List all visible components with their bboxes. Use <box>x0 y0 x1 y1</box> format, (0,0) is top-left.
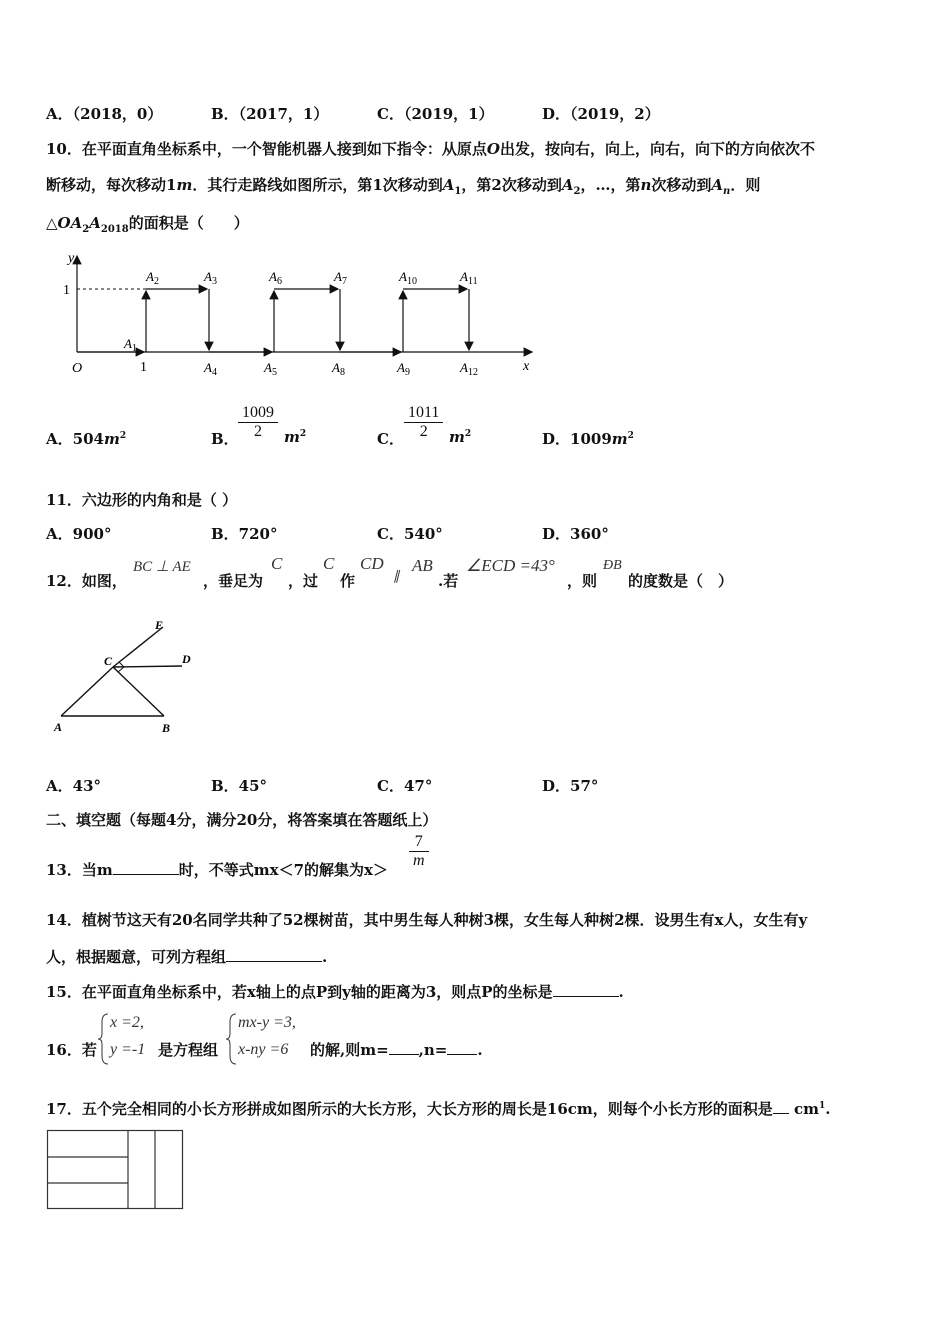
q13-fraction: $\frac{7}{m}$ <box>409 833 429 870</box>
point-label-a5: $A_5$ <box>264 360 277 378</box>
q16-stem-c: 的解,则m= ,n= . <box>310 1041 483 1059</box>
q16-stem-a: 16．若 <box>46 1041 97 1059</box>
q11-option-b: B．720° <box>211 525 278 543</box>
q9-option-d: D．（2019，2） <box>542 105 660 123</box>
q10-option-c-unit: $m^2$ <box>449 428 472 446</box>
point-label-a9: $A_9$ <box>397 360 410 378</box>
q14-line1: 14．植树节这天有20名同学共种了52棵树苗，其中男生每人种树3棵，女生每人种树2棵．设男生有x人，女生有y <box>46 911 808 929</box>
point-label-a3: $A_3$ <box>204 269 217 287</box>
point-label-a11: $A_{11}$ <box>460 269 478 287</box>
q10-option-b-fraction: $\frac{1009}{2}$ <box>238 404 278 441</box>
q12-stem-c: ，过 <box>288 572 319 590</box>
q17-stem: 17．五个完全相同的小长方形拼成如图所示的大长方形，大长方形的周长是16cm，则每个小长方形的面积是 $cm^1$. <box>46 1100 831 1118</box>
q13-stem: 13．当m 时，不等式mx＜7的解集为x＞ <box>46 861 388 879</box>
q10-option-b-unit: $m^2$ <box>284 428 307 446</box>
q12-math-ab: AB <box>412 556 433 575</box>
segment-ac <box>61 667 113 716</box>
q13-blank[interactable] <box>113 860 179 875</box>
point-label-a4: $A_4$ <box>204 360 217 378</box>
q12-stem-b: ，垂足为 <box>203 572 264 590</box>
point-label-a12: $A_{12}$ <box>460 360 478 378</box>
q12-math-angle-b: ÐB <box>603 558 622 573</box>
q9-option-b: B．（2017，1） <box>211 105 329 123</box>
q10-option-d: D．$1009m^2$ <box>542 430 634 448</box>
label-b: B <box>162 721 171 735</box>
q9-option-c: C．（2019，1） <box>377 105 494 123</box>
q15-blank[interactable] <box>553 982 619 997</box>
q12-option-d: D．57° <box>542 777 599 795</box>
q10-option-b-label: B． <box>211 430 239 448</box>
label-d: D <box>182 652 191 666</box>
brace-left-2 <box>226 1012 238 1066</box>
q11-option-c: C．540° <box>377 525 443 543</box>
q16-sys1-eq2: y =-1 <box>110 1041 146 1058</box>
q12-stem-d: 作 <box>340 572 356 590</box>
q10-option-a: A．$504m^2$ <box>46 430 127 448</box>
q11-option-d: D．360° <box>542 525 609 543</box>
q12-option-a: A．43° <box>46 777 102 795</box>
label-e: E <box>155 618 164 632</box>
q12-math-cd: CD <box>360 554 384 573</box>
q16-sys2-eq2: x-ny =6 <box>238 1041 289 1058</box>
q10-stem-line3: $\triangle OA_2A_{2018}$的面积是（ ） <box>46 214 249 235</box>
label-a: A <box>54 720 63 734</box>
q9-option-a: A．（2018，0） <box>46 105 163 123</box>
q12-stem-g: 的度数是（ ） <box>628 572 734 590</box>
point-label-a2: $A_2$ <box>146 269 159 287</box>
robot-path-figure <box>60 248 550 380</box>
label-y: y <box>68 251 75 266</box>
point-label-a6: $A_6$ <box>269 269 282 287</box>
q10-option-c-fraction: $\frac{1011}{2}$ <box>404 404 443 441</box>
q12-math-bc-perp-ae: BC ⊥ AE <box>133 559 191 575</box>
q16-stem-b: 是方程组 <box>158 1041 219 1059</box>
rectangles-figure <box>46 1129 186 1213</box>
point-label-a7: $A_7$ <box>334 269 347 287</box>
q11-stem: 11．六边形的内角和是（ ） <box>46 491 238 509</box>
q16-sys1-eq1: x =2, <box>110 1014 144 1031</box>
q16-sys2-eq1: mx-y =3, <box>238 1014 296 1031</box>
point-label-a10: $A_{10}$ <box>399 269 417 287</box>
q16-blank-m[interactable] <box>389 1040 419 1055</box>
triangle-figure <box>50 605 220 740</box>
q12-math-c1: C <box>271 554 283 573</box>
big-rectangle <box>48 1131 183 1209</box>
point-label-a1: $A_1$ <box>124 336 137 354</box>
brace-left-1 <box>98 1012 110 1066</box>
label-c: C <box>104 654 113 668</box>
q17-blank[interactable] <box>773 1099 789 1114</box>
label-one-x: 1 <box>140 360 147 375</box>
q12-stem-a: 12．如图， <box>46 572 127 590</box>
label-x: x <box>523 359 530 374</box>
q12-option-b: B．45° <box>211 777 268 795</box>
section-fill-in-title: 二、填空题（每题4分，满分20分，将答案填在答题纸上） <box>46 811 438 829</box>
point-label-a8: $A_8$ <box>332 360 345 378</box>
q12-math-c2: C <box>323 554 335 573</box>
q14-blank[interactable] <box>226 947 322 962</box>
q11-option-a: A．900° <box>46 525 112 543</box>
label-one-y: 1 <box>63 283 70 298</box>
segment-cb <box>113 667 164 716</box>
label-origin: O <box>72 361 83 376</box>
q14-line2: 人，根据题意，可列方程组 . <box>46 948 328 966</box>
q10-option-c-label: C． <box>377 430 404 448</box>
q12-math-parallel: ∥ <box>393 568 400 583</box>
q12-math-angle-ecd: ∠ECD =43° <box>466 556 555 575</box>
q12-stem-f: ，则 <box>567 572 598 590</box>
q15-stem: 15．在平面直角坐标系中，若x轴上的点P到y轴的距离为3，则点P的坐标是 . <box>46 983 624 1001</box>
q12-stem-e: .若 <box>438 572 459 590</box>
q10-stem-line1: 10．在平面直角坐标系中，一个智能机器人接到如下指令：从原点O出发，按向右，向上，向右，向下的方向依次不 <box>46 140 815 158</box>
q10-stem-line2: 断移动，每次移动1m．其行走路线如图所示，第1次移动到$A_1$，第2次移动到$A_2$，…，第n次移动到$A_n$．则 <box>46 176 761 197</box>
q16-blank-n[interactable] <box>447 1040 477 1055</box>
q12-option-c: C．47° <box>377 777 433 795</box>
ray-ce <box>113 627 163 667</box>
